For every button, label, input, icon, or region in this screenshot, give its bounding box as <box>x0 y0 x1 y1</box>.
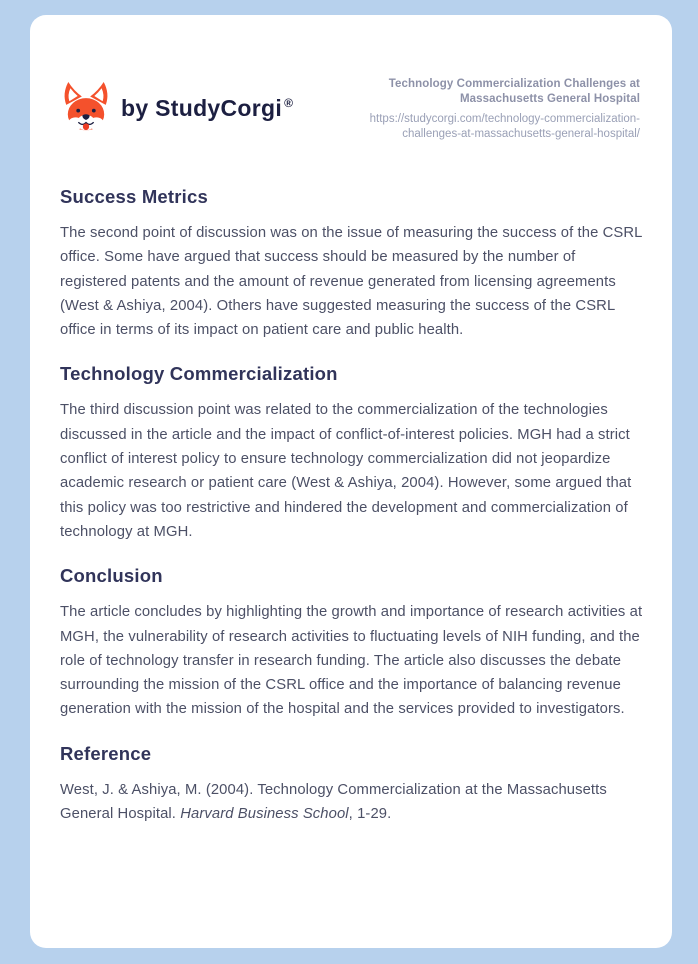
studycorgi-brand <box>60 80 293 136</box>
section-heading-reference: Reference <box>60 742 152 764</box>
section-body-technology-commercialization: The third discussion point was related to the commercialization of the technologies discussed in the article and the impact of conflict-of-interest policies. MGH had a strict conflict of interest policy to ensure technology commercialization did not jeopardize academic research or patient care (West & Ashiya, 2004). However, some argued that this policy was too restrictive and hindered the development and commercialization of technology at MGH. <box>60 402 632 540</box>
document-header <box>60 65 640 142</box>
reference-text-end: , 1-29. <box>348 806 392 823</box>
document-url: https://studycorgi.com/technology-commercialization-challenges-at-massachusetts-general-hospital/ <box>369 113 640 140</box>
section-heading-technology-commercialization: Technology Commercialization <box>60 363 338 385</box>
document-title: Technology Commercialization Challenges at Massachusetts General Hospital <box>388 78 640 105</box>
corgi-logo-icon <box>60 80 112 136</box>
document-meta <box>340 77 640 142</box>
brand-wordmark <box>121 95 293 122</box>
section-body-success-metrics: The second point of discussion was on the issue of measuring the success of the CSRL office. Some have argued that success should be measured by the number of registered patents and the amount of revenue generated from licensing agreements (West & Ashiya, 2004). Others have suggested measuring the success of the CSRL office in terms of its impact on patient care and public health. <box>60 225 642 339</box>
section-heading-conclusion: Conclusion <box>60 565 163 587</box>
section-body-conclusion: The article concludes by highlighting the growth and importance of research activities at MGH, the vulnerability of research activities to fluctuating levels of NIH funding, and the role of technology transfer in research funding. The article also discusses the debate surrounding the mission of the CSRL office and the importance of balancing revenue generation with the mission of the hospital and the services provided to investigators. <box>60 604 643 718</box>
section-heading-success-metrics: Success Metrics <box>60 186 209 207</box>
document-content <box>60 186 645 826</box>
reference-entry <box>60 778 645 827</box>
brand-name-text: by StudyCorgi <box>121 94 283 121</box>
reference-text-start: West, J. & Ashiya, M. (2004). Technology Commercialization at the Massachusetts General Hospital. <box>60 781 607 823</box>
reference-journal-name: Harvard Business School <box>180 806 349 823</box>
registered-trademark-symbol: ® <box>284 95 293 110</box>
document-card <box>30 15 672 948</box>
